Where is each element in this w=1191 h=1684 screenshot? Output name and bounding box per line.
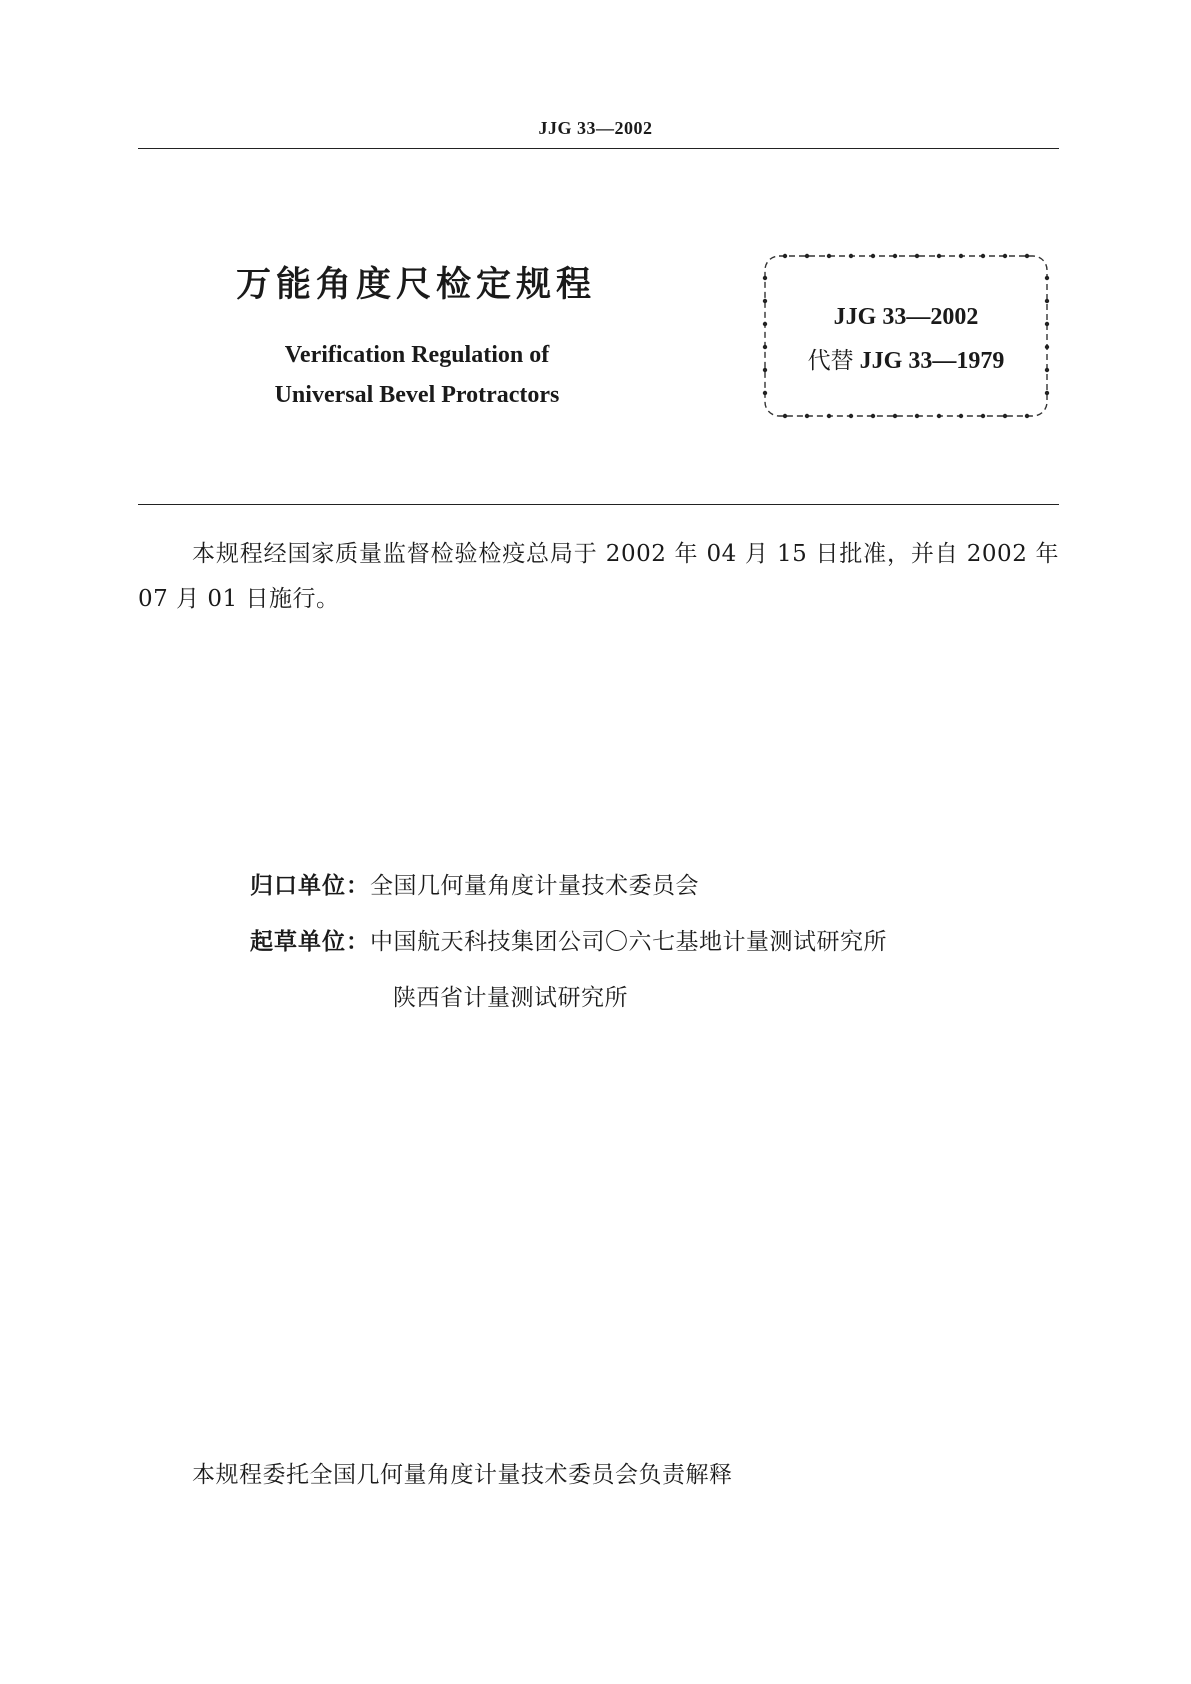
frame-dot [915,254,919,258]
document-title-chinese: 万能角度尺检定规程 [236,265,597,305]
interpretation-note: 本规程委托全国几何量角度计量技术委员会负责解释 [192,1462,733,1488]
drafting-unit-value-2: 陕西省计量测试研究所 [393,985,628,1011]
frame-dot [871,254,875,258]
frame-dot [981,254,985,258]
frame-dot [763,276,767,280]
document-title-english-line2: Universal Bevel Protractors [274,382,560,408]
frame-dot [1045,276,1049,280]
frame-dot [1045,391,1049,395]
replaces-line [761,342,1051,375]
document-title-english-line1: Verification Regulation of [284,342,550,368]
drafting-unit-label: 起草单位： [250,929,370,955]
replaces-label: 代替 [807,348,854,374]
frame-dot [1003,254,1007,258]
frame-dot [805,414,809,418]
frame-dot [959,254,963,258]
responsible-unit-label: 归口单位： [250,873,370,899]
frame-dot [763,299,767,303]
responsible-unit-row [250,867,699,900]
frame-dot [827,414,831,418]
frame-dot [1025,414,1029,418]
frame-dot [827,254,831,258]
standard-code: JJG 33—2002 [833,304,979,330]
approval-statement: 本规程经国家质量监督检验检疫总局于 2002 年 04 月 15 日批准，并自 2002 年 07 月 01 日施行。 [138,541,1059,612]
frame-dot [1045,299,1049,303]
frame-dot [763,391,767,395]
header-rule [138,148,1059,149]
frame-dot [1003,414,1007,418]
standard-code-box [761,252,1051,420]
frame-dot [805,254,809,258]
frame-dot [981,414,985,418]
frame-dot [849,414,853,418]
frame-dot [871,414,875,418]
frame-dot [783,414,787,418]
frame-dot [849,254,853,258]
responsible-unit-value: 全国几何量角度计量技术委员会 [370,873,699,899]
frame-dot [893,414,897,418]
frame-dot [893,254,897,258]
frame-dot [1025,254,1029,258]
drafting-unit-row [250,923,887,956]
frame-dot [937,254,941,258]
decorative-frame-border [761,252,1051,420]
frame-dot [937,414,941,418]
replaced-standard-code: JJG 33—1979 [859,348,1005,374]
frame-dot [915,414,919,418]
frame-dot [959,414,963,418]
section-rule [138,504,1059,505]
running-header-code: JJG 33—2002 [538,118,653,138]
drafting-unit-value-1: 中国航天科技集团公司〇六七基地计量测试研究所 [370,929,887,955]
frame-dot [783,254,787,258]
